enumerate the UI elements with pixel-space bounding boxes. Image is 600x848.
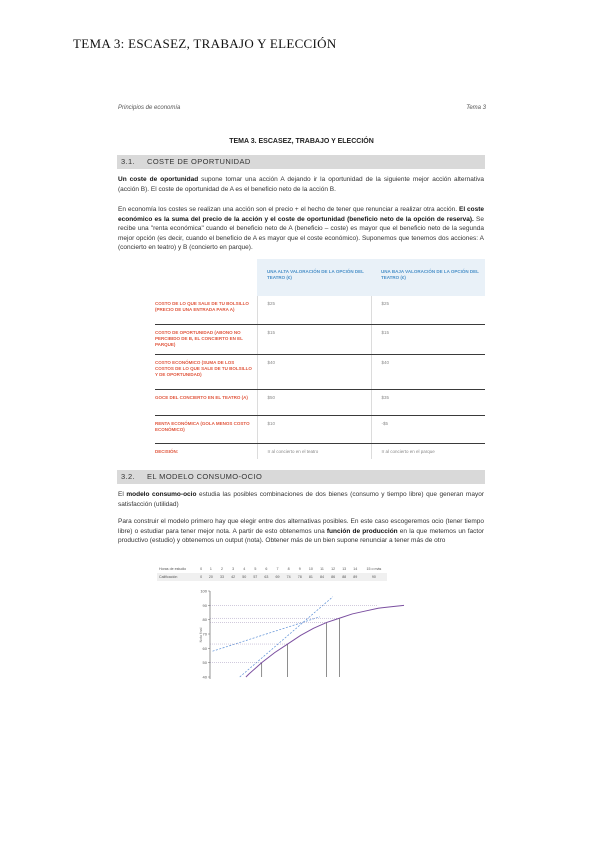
hours-cell: 3: [232, 567, 235, 571]
paragraph-text: supone tomar una acción A dejando ir la oportunidad de la siguiente mejor acción alternativa (acción B). El coste de oportunidad de A es el beneficio neto de la acción B.: [118, 176, 484, 193]
opportunity-cost-table: [155, 259, 485, 459]
grade-row: [157, 573, 387, 581]
y-tick-label: 40: [202, 674, 207, 679]
table-row: [155, 354, 485, 389]
section-number: 3.1.: [121, 157, 136, 166]
grade-cell: 90: [361, 573, 387, 581]
table-header-high: UNA ALTA VALORACIÓN DE LA OPCIÓN DEL TEATRO (€): [257, 259, 371, 296]
grade-cell: 57: [250, 573, 261, 581]
row-label: GOCE DEL CONCIERTO EN EL TEATRO (A): [155, 389, 257, 415]
grade-cell: 84: [316, 573, 327, 581]
grade-cell: 88: [339, 573, 350, 581]
paragraph-economic-cost: [118, 205, 484, 253]
cell-low: Ir al concierto en el parque: [371, 443, 485, 459]
y-tick-label: 80: [202, 617, 207, 623]
table-header-row: [155, 259, 485, 296]
document-title: TEMA 3: ESCASEZ, TRABAJO Y ELECCIÓN: [73, 36, 337, 51]
hours-cell: 15 o más: [366, 567, 382, 571]
paragraph-text: En economía los costes se realizan una acción son el precio + el hecho de tener que renunciar a realizar otra acción.: [118, 206, 459, 213]
cell-high: $15: [257, 324, 371, 354]
study-hours-table: [157, 565, 387, 581]
grade-cell: 86: [328, 573, 339, 581]
row-label: COSTO DE OPORTUNIDAD (ABONO NO PERCIBIDO DE B, EL CONCIERTO EN EL PARQUE): [155, 324, 257, 354]
cell-low: $35: [371, 389, 485, 415]
paragraph-text: El: [118, 491, 127, 498]
cell-low: -$5: [371, 415, 485, 443]
hours-cell: 8: [287, 567, 290, 571]
cell-high: $10: [257, 415, 371, 443]
grade-cell: 74: [283, 573, 294, 581]
table-row: [155, 296, 485, 324]
hours-cell: 7: [276, 567, 279, 571]
y-tick-label: 100: [200, 588, 207, 594]
dashed-line: [240, 597, 333, 677]
row-label: COSTO DE LO QUE SALE DE TU BOLSILLO (PRECIO DE UNA ENTRADA PARA A): [155, 296, 257, 324]
cell-high: Ir al concierto en el teatro: [257, 443, 371, 459]
bold-term: Un coste de oportunidad: [118, 176, 199, 183]
hours-cell: 1: [209, 567, 212, 571]
hours-cell: 10: [308, 567, 313, 571]
section-title: COSTE DE OPORTUNIDAD: [147, 157, 251, 166]
paragraph-text: Se recibe una "renta económica" cuando el beneficio neto de A (beneficio – coste) es mayor que el beneficio neto de la segunda mejor opción (es decir, cuando el beneficio de A es mayor que el coste económico). Suponemos que tenemos dos acciones: A (concierto en teatro) y B (concierto en parque).: [118, 215, 485, 251]
hours-cell: 0: [200, 567, 203, 571]
bold-term: modelo consumo-ocio: [126, 491, 197, 498]
hours-cell: 11: [320, 567, 324, 571]
running-header-right: Tema 3: [466, 105, 486, 111]
y-tick-label: 70: [202, 631, 207, 637]
production-function-chart: [196, 587, 406, 679]
y-tick-label: 90: [202, 602, 207, 608]
hours-row-label: Horas de estudio: [159, 567, 187, 571]
grade-cell: 42: [228, 573, 239, 581]
grade-row-label: Calificación: [157, 573, 197, 581]
running-header-left: Principios de economía: [118, 105, 181, 111]
page-heading: TEMA 3. ESCASEZ, TRABAJO Y ELECCIÓN: [229, 138, 374, 145]
table-header-blank: [155, 259, 257, 296]
cell-low: $15: [371, 324, 485, 354]
paragraph-text: Para construir el modelo primero hay que elegir entre dos alternativas posibles. En este caso escogeremos ocio (tener tiempo libre) o estudiar para tener mejor nota. A partir de esto obtenemos una: [118, 518, 484, 535]
grade-cell: 89: [350, 573, 361, 581]
row-label: RENTA ECONÓMICA (GOLA MENOS COSTO ECONÓMICO): [155, 415, 257, 443]
grade-cell: 20: [205, 573, 216, 581]
production-curve: [246, 605, 404, 677]
grade-cell: 63: [261, 573, 272, 581]
hours-cell: 12: [331, 567, 336, 571]
cell-high: $40: [257, 354, 371, 389]
paragraph-text: estudia las posibles combinaciones de dos bienes (consumo y tiempo libre) que generan mayor satisfacción (utilidad): [118, 491, 484, 508]
grade-cell: 69: [272, 573, 283, 581]
table-header-low: UNA BAJA VALORACIÓN DE LA OPCIÓN DEL TEATRO (€): [371, 259, 485, 296]
bold-term: El coste económico es la suma del precio de la acción y el coste de oportunidad (beneficio neto de la opción de reserva).: [118, 206, 484, 223]
grade-cell: 0: [197, 573, 205, 581]
hours-row: [157, 565, 387, 573]
row-label: COSTO ECONÓMICO (SUMA DE LOS COSTOS DE LO QUE SALE DE TU BOLSILLO Y DE OPORTUNIDAD): [155, 354, 257, 389]
table-row: [155, 415, 485, 443]
cell-low: $40: [371, 354, 485, 389]
y-axis-label: Nota final: [199, 627, 203, 643]
hours-cell: 13: [342, 567, 347, 571]
paragraph-opportunity-cost: [118, 175, 484, 194]
paragraph-consumption-leisure: [118, 490, 484, 509]
hours-cell: 6: [265, 567, 268, 571]
bold-term: función de producción: [326, 527, 398, 535]
hours-cell: 14: [353, 567, 358, 571]
grade-cell: 50: [239, 573, 250, 581]
row-label: DECISIÓN:: [155, 448, 179, 454]
paragraph-text: en la que metemos un factor productivo (estudio) y obtenemos un output (nota). Obtener más de un bien supone renunciar a tener más de otro: [118, 527, 484, 544]
y-tick-label: 50: [202, 660, 207, 666]
hours-cell: 9: [298, 567, 301, 571]
cell-high: $50: [257, 389, 371, 415]
table-row: [155, 324, 485, 354]
hours-cell: 4: [243, 567, 246, 571]
table-row: [155, 389, 485, 415]
section-heading-3-2: [117, 470, 485, 484]
cell-high: $25: [257, 296, 371, 324]
y-tick-label: 60: [202, 645, 207, 651]
section-number: 3.2.: [121, 472, 136, 481]
hours-cell: 5: [254, 567, 257, 571]
paragraph-production-function: [118, 517, 484, 546]
cell-low: $25: [371, 296, 485, 324]
grade-cell: 33: [216, 573, 227, 581]
grade-cell: 78: [294, 573, 305, 581]
grade-cell: 81: [305, 573, 316, 581]
hours-cell: 2: [220, 567, 223, 571]
section-heading-3-1: [117, 155, 485, 169]
section-title: EL MODELO CONSUMO-OCIO: [147, 472, 263, 481]
table-row: [155, 443, 485, 459]
